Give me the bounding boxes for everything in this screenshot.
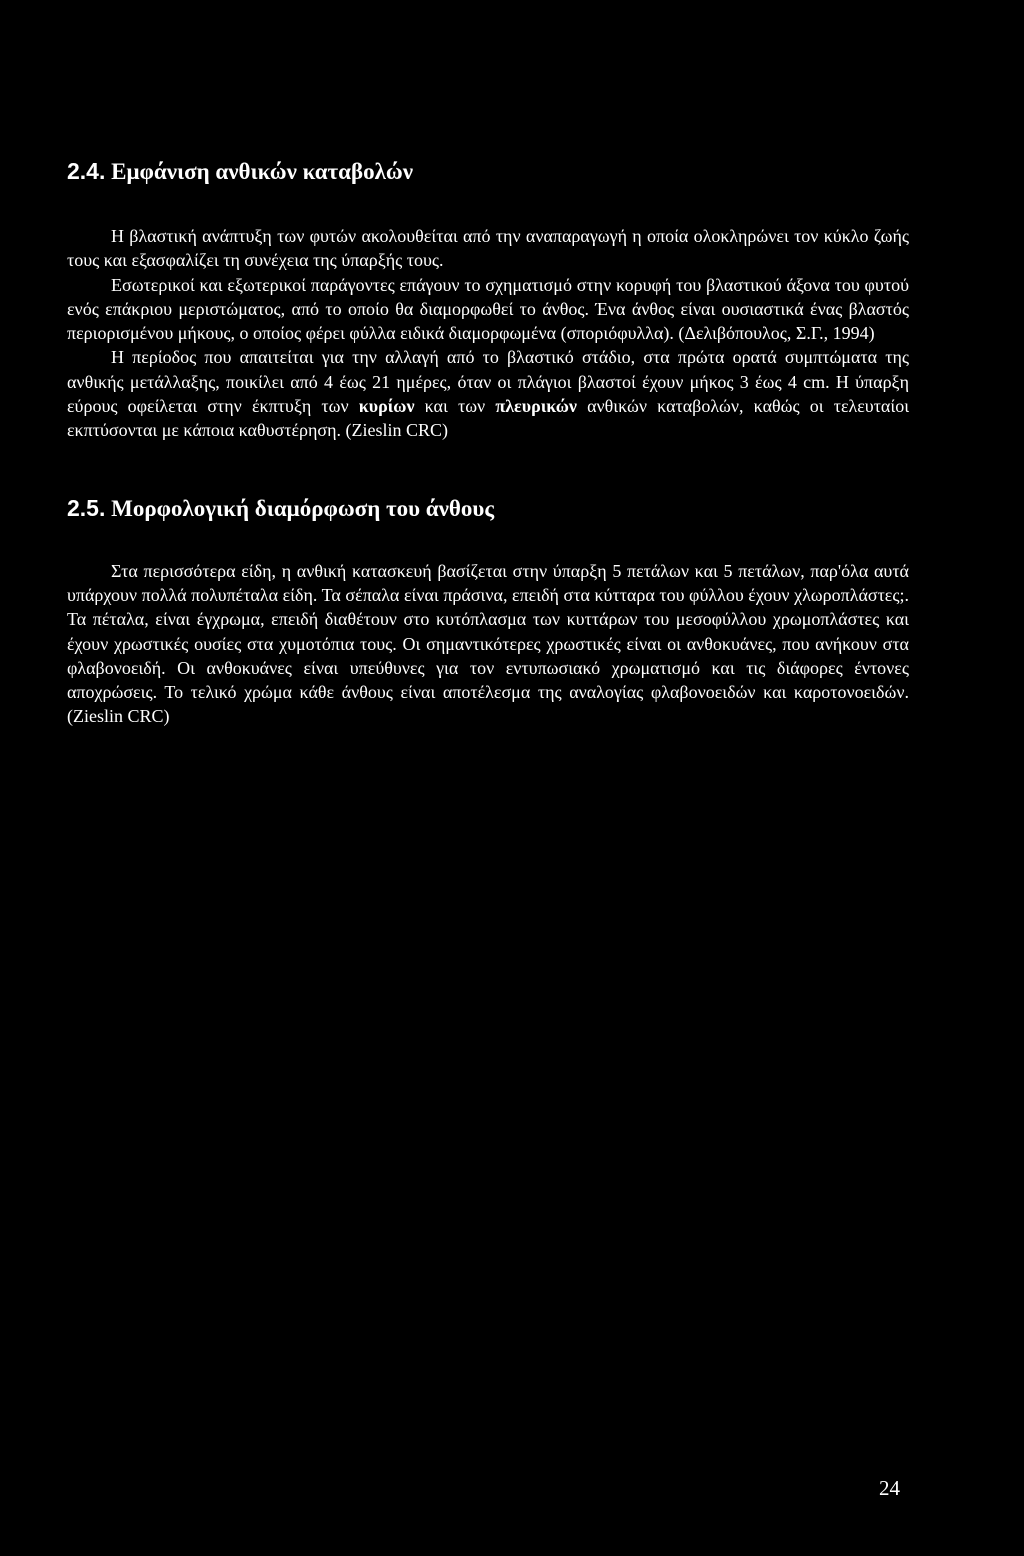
paragraph <box>67 559 909 729</box>
paragraph <box>67 273 909 346</box>
paragraph <box>67 224 909 273</box>
paragraph-text: Η βλαστική ανάπτυξη των φυτών ακολουθείται από την αναπαραγωγή η οποία ολοκληρώνει τον κύκλο ζωής τους και εξασφαλίζει τη συνέχεια της ύπαρξής τους. <box>67 226 909 271</box>
paragraph-text: Η περίοδος που απαιτείται για την αλλαγή από το βλαστικό στάδιο, στα πρώτα ορατά συμπτώματα της ανθικής μετάλλαξης, ποικίλει από 4 έως 21 ημέρες, όταν οι πλάγιοι βλαστοί έχουν μήκος 3 έως 4 cm. Η ύπαρξη εύρους οφείλεται στην έκπτυξη των <box>67 347 909 417</box>
bold-term: πλευρικών <box>495 396 577 417</box>
paragraph-text: ανθικών καταβολών, καθώς οι τελευταίοι εκπτύσονται με κάποια καθυστέρηση. (Zieslin CRC) <box>67 396 910 441</box>
section-number: 2.5. <box>67 494 106 521</box>
section-heading-2-4 <box>67 155 909 188</box>
bold-term: κυρίων <box>358 396 415 417</box>
document-page <box>67 155 909 729</box>
paragraph <box>67 345 909 442</box>
paragraph-text: Στα περισσότερα είδη, η ανθική κατασκευή βασίζεται στην ύπαρξη 5 πετάλων και 5 πετάλων, παρ'όλα αυτά υπάρχουν πολλά πολυπέταλα είδη. Τα σέπαλα είναι πράσινα, επειδή στα κύτταρα του φύλλου έχουν χλωροπλάστες;. Τα πέταλα, είναι έγχρωμα, επειδή διαθέτουν στο κυτόπλασμα των κυττάρων του μεσοφύλλου χρωμοπλάστες και έχουν χρωστικές ουσίες στα χυμοτόπια τους. Οι σημαντικότερες χρωστικές είναι οι ανθοκυάνες, που ανήκουν στα φλαβονοειδή. Οι ανθοκυάνες είναι υπεύθυνες για τον εντυπωσιακό χρωματισμό και τις διάφορες έντονες αποχρώσεις. Το τελικό χρώμα κάθε άνθους είναι αποτέλεσμα της αναλογίας φλαβονοειδών και καροτονοειδών. (Zieslin CRC) <box>67 560 909 727</box>
section-title: Μορφολογική διαμόρφωση του άνθους <box>111 495 495 521</box>
section-title: Εμφάνιση ανθικών καταβολών <box>111 159 413 184</box>
section-heading-2-5 <box>67 492 909 525</box>
paragraph-text: Εσωτερικοί και εξωτερικοί παράγοντες επάγουν το σχηματισμό στην κορυφή του βλαστικού άξονα του φυτού ενός επάκριου μεριστώματος, από το οποίο θα διαμορφωθεί το άνθος. Ένα άνθος είναι ουσιαστικά ένας βλαστός περιορισμένου μήκους, ο οποίος φέρει φύλλα ειδικά διαμορφωμένα (σποριόφυλλα). (Δελιβόπουλος, Σ.Γ., 1994) <box>67 274 909 344</box>
page-number: 24 <box>879 1476 900 1500</box>
section-number: 2.4. <box>67 158 106 184</box>
paragraph-text: και των <box>424 396 486 417</box>
